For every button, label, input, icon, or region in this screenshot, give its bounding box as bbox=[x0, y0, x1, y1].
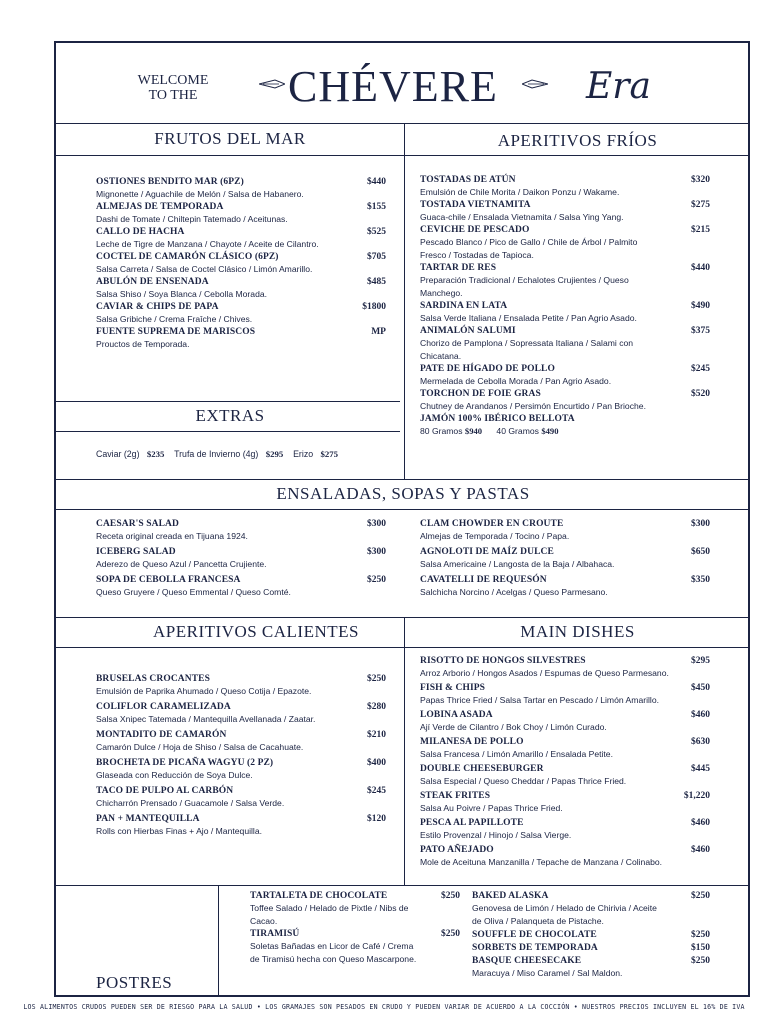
item-description: Arroz Arborio / Hongos Asados / Espumas de Queso Parmesano. bbox=[420, 668, 669, 678]
item-name: ABULÓN DE ENSENADA bbox=[96, 277, 209, 287]
item-name: TARTALETA DE CHOCOLATE bbox=[250, 891, 388, 901]
list-item bbox=[96, 226, 386, 251]
list-item bbox=[96, 276, 386, 301]
item-price: $650 bbox=[691, 547, 710, 557]
extras-line bbox=[96, 449, 338, 459]
item-description: Aderezo de Queso Azul / Pancetta Crujiente. bbox=[96, 559, 267, 569]
item-price: $485 bbox=[367, 277, 386, 287]
item-description: Prouctos de Temporada. bbox=[96, 339, 190, 349]
item-name: CEVICHE DE PESCADO bbox=[420, 225, 530, 235]
jamon-80g: 80 Gramos bbox=[420, 426, 463, 436]
item-price: $440 bbox=[367, 177, 386, 187]
item-description: Salsa Xnipec Tatemada / Mantequilla Avellanada / Zaatar. bbox=[96, 714, 316, 724]
list-item bbox=[420, 388, 710, 413]
item-price: $1,220 bbox=[683, 791, 710, 801]
jamon-80g-price: $940 bbox=[464, 426, 483, 436]
item-name: SOPA DE CEBOLLA FRANCESA bbox=[96, 575, 241, 585]
item-price: $150 bbox=[691, 943, 710, 953]
list-item bbox=[96, 201, 386, 226]
jamon-40g: 40 Gramos bbox=[496, 426, 539, 436]
item-price: $460 bbox=[691, 710, 710, 720]
item-name: TARTAR DE RES bbox=[420, 263, 497, 273]
item-price: $460 bbox=[691, 818, 710, 828]
item-description: Toffee Salado / Helado de Pixtle / Nibs de Cacao. bbox=[250, 903, 409, 926]
item-price: $375 bbox=[691, 326, 710, 336]
item-description: Mermelada de Cebolla Morada / Pan Agrio Asado. bbox=[420, 376, 612, 386]
list-item bbox=[420, 363, 710, 388]
divider bbox=[56, 509, 748, 510]
item-price: $350 bbox=[691, 575, 710, 585]
list-item bbox=[420, 174, 710, 199]
list-item bbox=[420, 655, 710, 680]
extra-caviar: Caviar (2g) bbox=[96, 449, 140, 459]
item-price: $300 bbox=[691, 519, 710, 529]
item-price: $250 bbox=[691, 956, 710, 966]
ensaladas-left-list bbox=[96, 518, 386, 599]
divider bbox=[56, 401, 400, 402]
item-name: STEAK FRITES bbox=[420, 791, 491, 801]
item-name: ANIMALÓN SALUMI bbox=[420, 326, 516, 336]
list-item bbox=[96, 757, 386, 782]
footer-disclaimer: LOS ALIMENTOS CRUDOS PUEDEN SER DE RIESGO PARA LA SALUD • LOS GRAMAJES SON PESADOS EN CRUDO Y PUEDEN VARIAR DE ACUERDO A LA COCCIÓN • NUESTROS PRECIOS INCLUYEN EL 16% DE IVA bbox=[23, 1003, 745, 1011]
postres-right-list bbox=[472, 890, 710, 980]
item-description: Emulsión de Paprika Ahumado / Queso Cotija / Epazote. bbox=[96, 686, 312, 696]
item-price: $490 bbox=[691, 301, 710, 311]
list-item bbox=[250, 890, 460, 928]
item-description: Salsa Carreta / Salsa de Coctel Clásico / Limón Amarillo. bbox=[96, 264, 313, 274]
item-price: $250 bbox=[367, 575, 386, 585]
section-title-main: MAIN DISHES bbox=[520, 622, 635, 641]
item-description: Glaseada con Reducción de Soya Dulce. bbox=[96, 770, 253, 780]
item-description: Maracuya / Miso Caramel / Sal Maldon. bbox=[472, 968, 623, 978]
item-description: Salsa Au Poivre / Papas Thrice Fried. bbox=[420, 803, 563, 813]
item-name: BROCHETA DE PICAÑA WAGYU (2 PZ) bbox=[96, 758, 274, 768]
list-item bbox=[96, 301, 386, 326]
list-item bbox=[96, 673, 386, 698]
item-name: SOUFFLE DE CHOCOLATE bbox=[472, 930, 597, 940]
divider bbox=[218, 885, 219, 997]
divider bbox=[56, 431, 400, 432]
item-name: LOBINA ASADA bbox=[420, 710, 493, 720]
list-item bbox=[96, 813, 386, 838]
divider bbox=[56, 155, 748, 156]
item-description: Ají Verde de Cilantro / Bok Choy / Limón Curado. bbox=[420, 722, 607, 732]
list-item bbox=[472, 942, 710, 954]
item-name: FISH & CHIPS bbox=[420, 683, 486, 693]
item-name: JAMÓN 100% IBÉRICO BELLOTA bbox=[420, 414, 575, 424]
item-name: TACO DE PULPO AL CARBÓN bbox=[96, 786, 234, 796]
item-price: $400 bbox=[367, 758, 386, 768]
extra-trufa-price: $295 bbox=[265, 449, 284, 459]
item-price: $250 bbox=[691, 930, 710, 940]
item-name: TOSTADAS DE ATÚN bbox=[420, 175, 516, 185]
item-description: Salsa Americaine / Langosta de la Baja / Albahaca. bbox=[420, 559, 615, 569]
item-name: CAVIAR & CHIPS DE PAPA bbox=[96, 302, 219, 312]
item-price: $450 bbox=[691, 683, 710, 693]
list-item bbox=[420, 546, 710, 571]
divider bbox=[56, 123, 748, 124]
item-name: MILANESA DE POLLO bbox=[420, 737, 524, 747]
welcome-text: WELCOME TO THE bbox=[137, 73, 209, 103]
item-name: FUENTE SUPREMA DE MARISCOS bbox=[96, 327, 256, 337]
item-description: Emulsión de Chile Morita / Daikon Ponzu / Wakame. bbox=[420, 187, 620, 197]
item-description: Receta original creada en Tijuana 1924. bbox=[96, 531, 248, 541]
list-item bbox=[96, 574, 386, 599]
list-item bbox=[420, 413, 710, 438]
list-item bbox=[420, 300, 710, 325]
item-name: TOSTADA VIETNAMITA bbox=[420, 200, 531, 210]
list-item bbox=[420, 736, 710, 761]
item-name: TIRAMISÚ bbox=[250, 929, 300, 939]
item-price: $445 bbox=[691, 764, 710, 774]
item-price: $320 bbox=[691, 175, 710, 185]
list-item bbox=[472, 929, 710, 941]
item-description: Guaca-chile / Ensalada Vietnamita / Salsa Ying Yang. bbox=[420, 212, 624, 222]
section-title-extras: EXTRAS bbox=[195, 406, 265, 425]
list-item bbox=[420, 817, 710, 842]
item-description: Almejas de Temporada / Tocino / Papa. bbox=[420, 531, 570, 541]
item-price: $440 bbox=[691, 263, 710, 273]
list-item bbox=[96, 176, 386, 201]
brand-title: CHÉVERE bbox=[288, 62, 498, 111]
section-title-postres: POSTRES bbox=[96, 973, 173, 992]
divider bbox=[404, 123, 405, 479]
item-price: $520 bbox=[691, 389, 710, 399]
item-description: Salchicha Norcino / Acelgas / Queso Parmesano. bbox=[420, 587, 608, 597]
list-item bbox=[420, 325, 710, 363]
item-name: BASQUE CHEESECAKE bbox=[472, 956, 582, 966]
list-item bbox=[420, 709, 710, 734]
section-title-frutos: FRUTOS DEL MAR bbox=[154, 129, 306, 148]
item-name: OSTIONES BENDITO MAR (6PZ) bbox=[96, 177, 244, 187]
frios-list bbox=[420, 174, 710, 438]
item-description: Chicharrón Prensado / Guacamole / Salsa Verde. bbox=[96, 798, 285, 808]
item-description: Chorizo de Pamplona / Sopressata Italiana / Salami con Chicatana. bbox=[420, 338, 634, 361]
item-name: CLAM CHOWDER EN CROUTE bbox=[420, 519, 564, 529]
list-item bbox=[250, 928, 460, 966]
item-description: Dashi de Tomate / Chiltepin Tatemado / Aceitunas. bbox=[96, 214, 288, 224]
jamon-options bbox=[420, 425, 710, 438]
item-description: Queso Gruyere / Queso Emmental / Queso Comté. bbox=[96, 587, 291, 597]
item-price: $295 bbox=[691, 656, 710, 666]
item-name: TORCHON DE FOIE GRAS bbox=[420, 389, 541, 399]
divider bbox=[56, 617, 748, 618]
item-price: $300 bbox=[367, 519, 386, 529]
item-name: PESCA AL PAPILLOTE bbox=[420, 818, 524, 828]
list-item bbox=[420, 262, 710, 300]
item-description: Salsa Especial / Queso Cheddar / Papas Thrice Fried. bbox=[420, 776, 627, 786]
main-list bbox=[420, 655, 710, 869]
item-description: Estilo Provenzal / Hinojo / Salsa Vierge. bbox=[420, 830, 572, 840]
list-item bbox=[96, 326, 386, 351]
item-price: $300 bbox=[367, 547, 386, 557]
item-price: $250 bbox=[367, 674, 386, 684]
item-description: Salsa Francesa / Limón Amarillo / Ensalada Petite. bbox=[420, 749, 613, 759]
item-name: ICEBERG SALAD bbox=[96, 547, 176, 557]
item-price: $155 bbox=[367, 202, 386, 212]
menu-frame bbox=[54, 41, 750, 997]
extra-erizo: Erizo bbox=[293, 449, 314, 459]
item-description: Mignonette / Aguachile de Melón / Salsa de Habanero. bbox=[96, 189, 304, 199]
item-name: BRUSELAS CROCANTES bbox=[96, 674, 210, 684]
item-name: PATE DE HÍGADO DE POLLO bbox=[420, 364, 555, 374]
list-item bbox=[420, 199, 710, 224]
item-description: Papas Thrice Fried / Salsa Tartar en Pescado / Limón Amarillo. bbox=[420, 695, 659, 705]
right-star-icon bbox=[522, 75, 548, 96]
list-item bbox=[472, 890, 710, 928]
item-description: Pescado Blanco / Pico de Gallo / Chile de Árbol / Palmito Fresco / Tostadas de Tapioca. bbox=[420, 237, 638, 260]
item-description: Leche de Tigre de Manzana / Chayote / Aceite de Cilantro. bbox=[96, 239, 319, 249]
item-name: CALLO DE HACHA bbox=[96, 227, 185, 237]
item-price: $245 bbox=[691, 364, 710, 374]
list-item bbox=[420, 574, 710, 599]
item-name: COCTEL DE CAMARÓN CLÁSICO (6PZ) bbox=[96, 252, 279, 262]
item-name: COLIFLOR CARAMELIZADA bbox=[96, 702, 231, 712]
extra-trufa: Trufa de Invierno (4g) bbox=[174, 449, 259, 459]
item-price: MP bbox=[371, 327, 386, 337]
item-price: $250 bbox=[691, 891, 710, 901]
item-name: SARDINA EN LATA bbox=[420, 301, 508, 311]
item-price: $250 bbox=[441, 891, 460, 901]
ensaladas-right-list bbox=[420, 518, 710, 599]
item-name: AGNOLOTI DE MAÍZ DULCE bbox=[420, 547, 554, 557]
divider bbox=[404, 617, 405, 885]
extra-erizo-price: $275 bbox=[320, 449, 339, 459]
item-description: Genovesa de Limón / Helado de Chirivia / Aceite de Oliva / Palanqueta de Pistache. bbox=[472, 903, 657, 926]
list-item bbox=[420, 790, 710, 815]
divider bbox=[56, 647, 748, 648]
item-description: Salsa Verde Italiana / Ensalada Petite / Pan Agrio Asado. bbox=[420, 313, 637, 323]
item-price: $210 bbox=[367, 730, 386, 740]
item-price: $250 bbox=[441, 929, 460, 939]
item-name: ALMEJAS DE TEMPORADA bbox=[96, 202, 224, 212]
left-star-icon bbox=[259, 75, 285, 96]
list-item bbox=[96, 518, 386, 543]
item-description: Preparación Tradicional / Echalotes Crujientes / Queso Manchego. bbox=[420, 275, 629, 298]
section-title-calientes: APERITIVOS CALIENTES bbox=[153, 622, 359, 641]
list-item bbox=[472, 955, 710, 980]
item-price: $460 bbox=[691, 845, 710, 855]
item-price: $120 bbox=[367, 814, 386, 824]
item-price: $245 bbox=[367, 786, 386, 796]
section-title-frios: APERITIVOS FRÍOS bbox=[497, 131, 658, 150]
item-price: $705 bbox=[367, 252, 386, 262]
list-item bbox=[96, 701, 386, 726]
item-description: Camarón Dulce / Hoja de Shiso / Salsa de Cacahuate. bbox=[96, 742, 304, 752]
list-item bbox=[420, 518, 710, 543]
divider bbox=[56, 885, 748, 886]
item-price: $630 bbox=[691, 737, 710, 747]
list-item bbox=[420, 224, 710, 262]
item-price: $1800 bbox=[362, 302, 386, 312]
jamon-40g-price: $490 bbox=[541, 426, 559, 436]
item-price: $525 bbox=[367, 227, 386, 237]
item-name: PAN + MANTEQUILLA bbox=[96, 814, 200, 824]
item-name: BAKED ALASKA bbox=[472, 891, 549, 901]
postres-left-list bbox=[250, 890, 460, 966]
item-description: Salsa Gribiche / Crema Fraîche / Chives. bbox=[96, 314, 253, 324]
list-item bbox=[96, 546, 386, 571]
item-name: CAESAR'S SALAD bbox=[96, 519, 179, 529]
item-name: CAVATELLI DE REQUESÓN bbox=[420, 575, 547, 585]
frutos-list bbox=[96, 176, 386, 351]
calientes-list bbox=[96, 673, 386, 838]
list-item bbox=[96, 785, 386, 810]
list-item bbox=[96, 251, 386, 276]
item-description: Salsa Shiso / Soya Blanca / Cebolla Morada. bbox=[96, 289, 268, 299]
item-price: $280 bbox=[367, 702, 386, 712]
item-name: MONTADITO DE CAMARÓN bbox=[96, 730, 227, 740]
section-title-ensaladas: ENSALADAS, SOPAS Y PASTAS bbox=[276, 484, 530, 503]
item-description: Mole de Aceituna Manzanilla / Tepache de Manzana / Colinabo. bbox=[420, 857, 663, 867]
extra-caviar-price: $235 bbox=[146, 449, 165, 459]
item-name: SORBETS DE TEMPORADA bbox=[472, 943, 598, 953]
item-description: Soletas Bañadas en Licor de Café / Crema de Tiramisú hecha con Queso Mascarpone. bbox=[250, 941, 417, 964]
item-name: RISOTTO DE HONGOS SILVESTRES bbox=[420, 656, 586, 666]
list-item bbox=[420, 763, 710, 788]
list-item bbox=[96, 729, 386, 754]
item-price: $275 bbox=[691, 200, 710, 210]
item-name: DOUBLE CHEESEBURGER bbox=[420, 764, 544, 774]
divider bbox=[56, 479, 748, 480]
era-logo: Era bbox=[586, 66, 651, 107]
item-description: Rolls con Hierbas Finas + Ajo / Mantequilla. bbox=[96, 826, 262, 836]
item-description: Chutney de Arandanos / Persimón Encurtido / Pan Brioche. bbox=[420, 401, 646, 411]
list-item bbox=[420, 844, 710, 869]
item-name: PATO AÑEJADO bbox=[420, 845, 494, 855]
list-item bbox=[420, 682, 710, 707]
item-price: $215 bbox=[691, 225, 710, 235]
